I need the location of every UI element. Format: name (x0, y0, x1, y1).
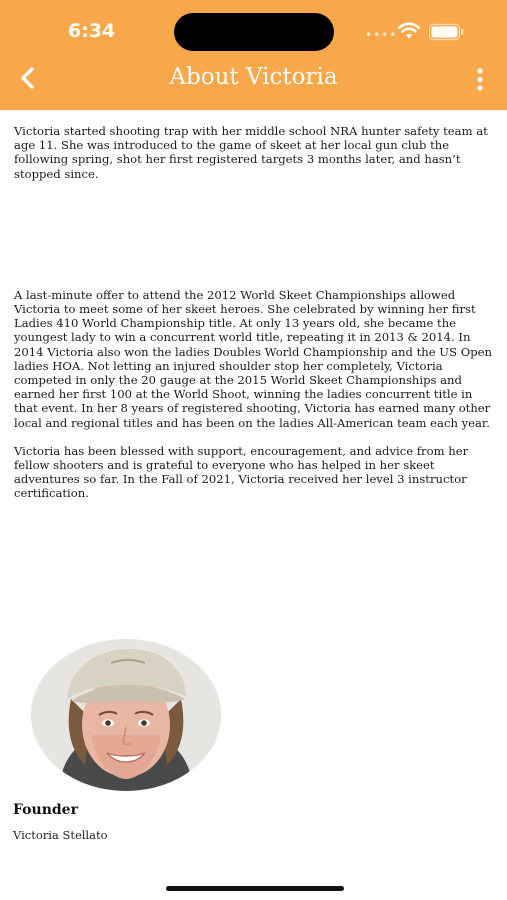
status-time: 6:34 (68, 20, 116, 42)
founder-avatar (31, 639, 221, 791)
page-title: About Victoria (169, 64, 338, 90)
founder-name: Victoria Stellato (13, 828, 108, 842)
bio-paragraph-1: Victoria started shooting trap with her middle school NRA hunter safety team at age 11. She was introduced to the game of skeet at her local gun club the following spring, shot her first registered targets 3 months later, and hasn’t stopped since. (14, 124, 488, 181)
battery-icon (429, 23, 465, 41)
more-vertical-icon (470, 66, 490, 96)
more-options-button[interactable] (470, 66, 490, 96)
founder-photo (31, 639, 221, 791)
founder-role: Founder (13, 802, 78, 818)
bio-paragraph-3: Victoria has been blessed with support, encouragement, and advice from her fellow shooters and is grateful to everyone who has helped in her skeet adventures so far. In the Fall of 2021, Victoria received her level 3 instructor certification. (14, 443, 469, 501)
wifi-icon (398, 22, 420, 40)
app-header (0, 0, 507, 110)
home-indicator[interactable] (166, 886, 344, 891)
signal-icon: •••• (365, 28, 398, 42)
dynamic-island (174, 13, 334, 51)
bio-paragraph-2: A last-minute offer to attend the 2012 World Skeet Championships allowed Victoria to meet some of her skeet heroes. She celebrated by winning her first Ladies 410 World Championship title. At only 13 years old, she became the youngest lady to win a concurrent world title, repeating it in 2013 & 2014. In 2014 Victoria also won the ladies Doubles World Championship and the US Open ladies HOA. Not letting an injured shoulder stop her completely, Victoria competed in only the 20 gauge at the 2015 World Skeet Championships and earned her first 100 at the World Shoot, winning the ladies concurrent title in that event. In her 8 years of registered shooting, Victoria has earned many other local and regional titles and has been on the ladies All-American team each year. (14, 287, 492, 430)
about-content (14, 124, 492, 501)
